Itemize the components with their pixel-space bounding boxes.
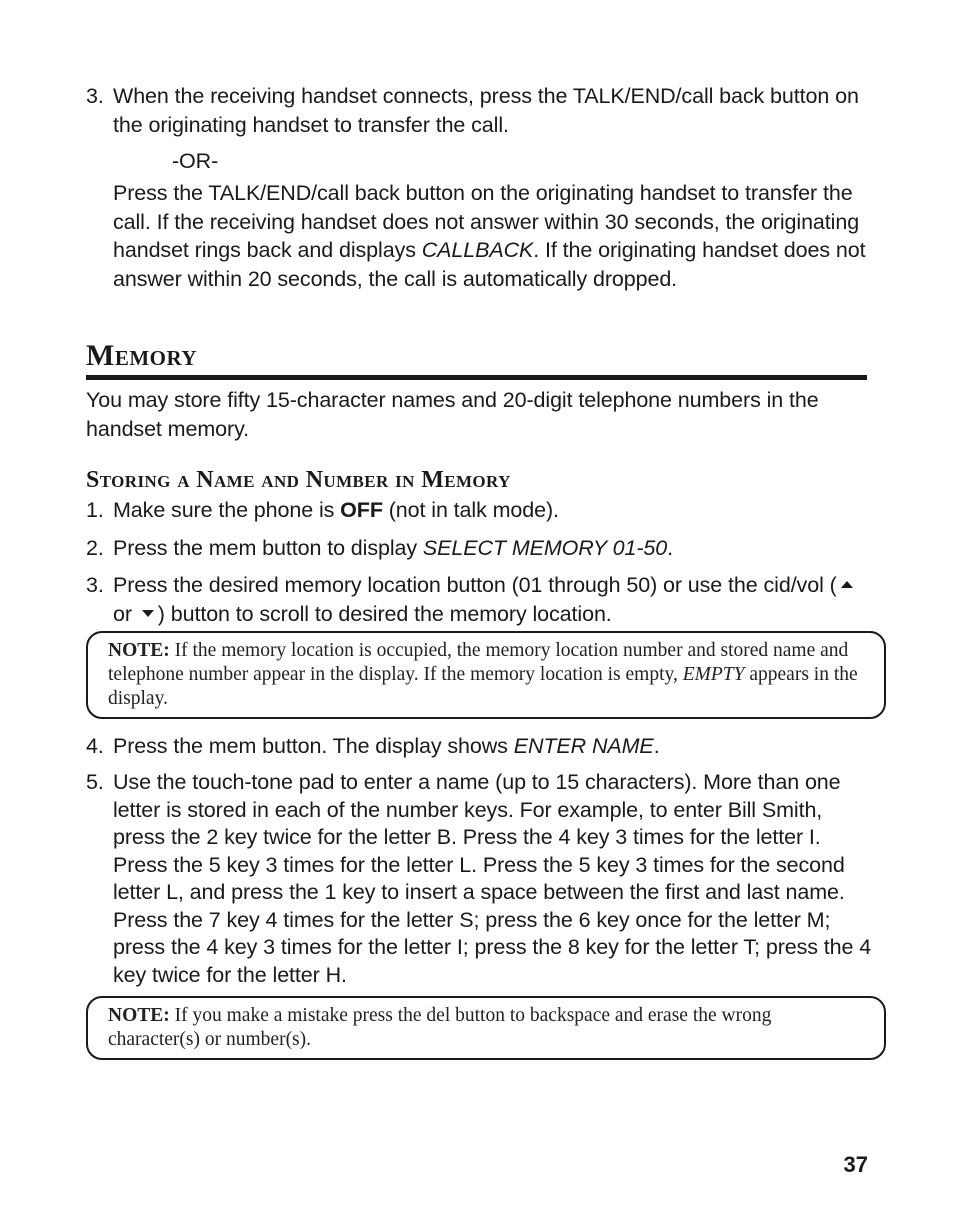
step-text: Press the desired memory location button (01 through 50) or use the cid/vol ( or ) button to scroll to desired the memory location. <box>113 571 871 628</box>
transfer-step-3 <box>86 82 871 139</box>
memory-step-2 <box>86 534 871 563</box>
or-separator: -OR- <box>172 149 219 173</box>
step-number: 2. <box>86 536 104 560</box>
step-number: 1. <box>86 498 104 522</box>
down-arrow-icon <box>142 610 154 617</box>
note-label: NOTE: <box>108 640 170 661</box>
note-box-mistake: NOTE: If you make a mistake press the del button to backspace and erase the wrong character(s) or number(s). <box>86 996 886 1060</box>
section-title: Memory <box>86 339 198 372</box>
callback-display-text: CALLBACK <box>421 238 534 262</box>
empty-display-text: EMPTY <box>682 664 745 685</box>
step-number: 3. <box>86 84 104 108</box>
step-number: 3. <box>86 573 104 597</box>
step-text: When the receiving handset connects, press the TALK/END/call back button on the originating handset to transfer the call. <box>113 84 859 137</box>
step-number: 4. <box>86 734 104 758</box>
subsection-title: Storing a Name and Number in Memory <box>86 467 511 493</box>
note-label: NOTE: <box>108 1005 170 1026</box>
step-text: Press the mem button to display SELECT MEMORY 01-50. <box>113 536 674 560</box>
note-box-memory-location: NOTE: If the memory location is occupied, the memory location number and stored name and telephone number appear in the display. If the memory location is empty, EMPTY appears in the display. <box>86 631 886 719</box>
step-text: Make sure the phone is OFF (not in talk mode). <box>113 498 559 522</box>
memory-step-1 <box>86 496 871 525</box>
up-arrow-icon <box>841 581 853 588</box>
select-memory-display-text: SELECT MEMORY 01-50 <box>422 536 668 560</box>
memory-intro: You may store fifty 15-character names and 20-digit telephone numbers in the handset memory. <box>86 388 819 441</box>
enter-name-display-text: ENTER NAME <box>513 734 654 758</box>
transfer-alternative-paragraph: Press the TALK/END/call back button on the originating handset to transfer the call. If the receiving handset does not answer within 30 seconds, the originating handset rings back and displays CALLBACK. If the originating handset does not answer within 20 seconds, the call is automatically dropped. <box>113 181 866 291</box>
memory-step-5 <box>86 769 876 989</box>
memory-step-4 <box>86 732 871 761</box>
step-text: Use the touch-tone pad to enter a name (up to 15 characters). More than one letter is stored in each of the number keys. For example, to enter Bill Smith, press the 2 key twice for the letter B. Press the 4 key 3 times for the letter I. Press the 5 key 3 times for the letter L. Press the 5 key 3 times for the second letter L, and press the 1 key to insert a space between the first and last name. Press the 7 key 4 times for the letter S; press the 6 key once for the letter M; press the 4 key 3 times for the letter I; press the 8 key for the letter T; press the 4 key twice for the letter H. <box>113 770 872 987</box>
step-text: Press the mem button. The display shows ENTER NAME. <box>113 734 660 758</box>
step-number: 5. <box>86 770 104 794</box>
section-rule <box>86 375 867 380</box>
memory-step-3 <box>86 571 871 628</box>
page-number: 37 <box>843 1152 868 1177</box>
off-state-text: OFF <box>340 498 383 522</box>
